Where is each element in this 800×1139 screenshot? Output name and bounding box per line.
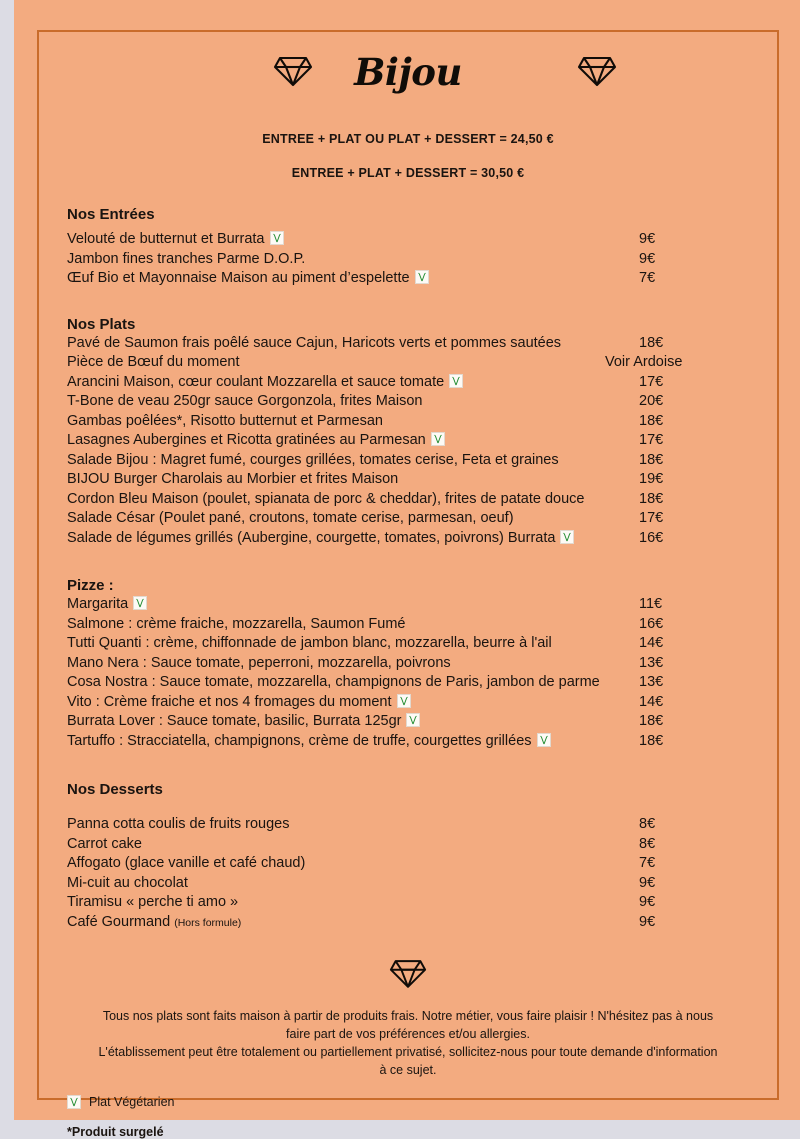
menu-item-price: 8€: [639, 816, 656, 832]
menu-item-name: Œuf Bio et Mayonnaise Maison au piment d’espelette: [67, 270, 429, 286]
brand-logo: Bijou: [354, 50, 462, 94]
menu-item-row: [67, 374, 749, 394]
vegetarian-icon: [133, 596, 147, 610]
diamond-icon: [67, 957, 749, 991]
menu-item-row: [67, 413, 749, 433]
menu-item-price: 17€: [639, 510, 664, 526]
menu-item-price: 20€: [639, 393, 664, 409]
menu-item-row: [67, 855, 749, 875]
menu-item-row: [67, 491, 749, 511]
footer-note-2: L'établissement peut être totalement ou partiellement privatisé, sollicitez-nous pour toute demande d'information à ce sujet.: [98, 1045, 718, 1077]
menu-item-name: Mano Nera : Sauce tomate, peperroni, mozzarella, poivrons: [67, 654, 451, 671]
menu-item-price: 9€: [639, 894, 656, 910]
section-items-entrees: [67, 231, 749, 290]
legend-vegetarian: [67, 1095, 749, 1109]
menu-item-row: [67, 655, 749, 675]
menu-border-frame: [37, 30, 779, 1139]
menu-item-name: BIJOU Burger Charolais au Morbier et frites Maison: [67, 471, 399, 487]
menu-item-price: 13€: [639, 674, 664, 690]
vegetarian-icon: [397, 694, 411, 708]
menu-item-name: Tartuffo : Stracciatella, champignons, crème de truffe, courgettes grillées: [67, 733, 551, 749]
menu-item-name: Pièce de Bœuf du moment: [67, 354, 240, 370]
menu-item-row: [67, 471, 749, 491]
menu-item-row: [67, 733, 749, 753]
menu-item-row: [67, 452, 749, 472]
section-title-plats: Nos Plats: [67, 315, 136, 333]
vegetarian-icon: [415, 270, 429, 284]
menu-item-row: [67, 616, 749, 636]
menu-item-row: [67, 354, 749, 374]
menu-item-row: [67, 674, 749, 694]
vegetarian-icon: [406, 713, 420, 727]
section-title-pizze: Pizze :: [67, 577, 114, 594]
menu-item-price: 18€: [639, 334, 664, 351]
menu-item-price: 17€: [639, 432, 664, 448]
menu-item-price: 7€: [639, 270, 656, 286]
menu-item-price: 9€: [639, 874, 656, 891]
menu-item-price: 18€: [639, 412, 664, 429]
menu-item-name: Affogato (glace vanille et café chaud): [67, 855, 306, 871]
menu-item-price: 18€: [639, 732, 664, 749]
menu-item-name: Jambon fines tranches Parme D.O.P.: [67, 250, 306, 267]
menu-item-row: [67, 335, 749, 355]
menu-item-price: 19€: [639, 471, 664, 487]
vegetarian-icon: [431, 432, 445, 446]
vegetarian-icon: [270, 231, 284, 245]
menu-item-price: 9€: [639, 913, 656, 930]
diamond-icon: [577, 54, 617, 88]
footer-note-1: Tous nos plats sont faits maison à partir de produits frais. Notre métier, vous faire plaisir ! N'hésitez pas à nous faire part de vos préférences et/ou allergies.: [102, 1009, 714, 1041]
menu-item-name: Lasagnes Aubergines et Ricotta gratinées au Parmesan: [67, 432, 445, 448]
section-items-desserts: [67, 816, 749, 933]
menu-item-name: Burrata Lover : Sauce tomate, basilic, Burrata 125gr: [67, 713, 420, 729]
menu-item-price: 11€: [639, 596, 663, 612]
menu-item-price: 13€: [639, 654, 664, 671]
section-items-plats: [67, 335, 749, 550]
menu-item-row: [67, 432, 749, 452]
menu-page: [14, 0, 800, 1139]
menu-item-row: [67, 510, 749, 530]
menu-item-row: [67, 713, 749, 733]
menu-item-price: 16€: [639, 615, 664, 632]
section-title-entrees: Nos Entrées: [67, 206, 155, 223]
menu-item-name: Tiramisu « perche ti amo »: [67, 894, 239, 910]
menu-item-name: Arancini Maison, cœur coulant Mozzarella et sauce tomate: [67, 374, 463, 390]
menu-item-name: Salmone : crème fraiche, mozzarella, Saumon Fumé: [67, 615, 406, 632]
menu-item-name: Pavé de Saumon frais poêlé sauce Cajun, Haricots verts et pommes sautées: [67, 334, 562, 351]
menu-item-row: [67, 251, 749, 271]
menu-item-name: Salade Bijou : Magret fumé, courges grillées, tomates cerise, Feta et graines: [67, 451, 559, 468]
menu-item-price: Voir Ardoise: [605, 354, 683, 370]
menu-item-price: 14€: [639, 693, 664, 710]
menu-item-row: [67, 231, 749, 251]
menu-item-price: 18€: [639, 451, 664, 468]
vegetarian-icon: [537, 733, 551, 747]
menu-item-price: 14€: [639, 635, 664, 651]
menu-item-name: Margarita: [67, 596, 147, 612]
menu-item-row: [67, 694, 749, 714]
menu-item-name: Salade de légumes grillés (Aubergine, courgette, tomates, poivrons) Burrata: [67, 530, 574, 546]
menu-item-name: Panna cotta coulis de fruits rouges: [67, 816, 290, 832]
menu-item-name: Salade César (Poulet pané, croutons, tomate cerise, parmesan, oeuf): [67, 510, 514, 526]
menu-item-row: [67, 894, 749, 914]
menu-item-row: [67, 875, 749, 895]
formula-line-2: ENTREE + PLAT + DESSERT = 30,50 €: [291, 166, 525, 180]
menu-item-price: 17€: [639, 373, 664, 390]
menu-item-name: Velouté de butternut et Burrata: [67, 231, 284, 247]
menu-item-row: [67, 635, 749, 655]
menu-item-name: Carrot cake: [67, 835, 142, 852]
vegetarian-icon: [449, 374, 463, 388]
menu-item-name: Tutti Quanti : crème, chiffonnade de jambon blanc, mozzarella, beurre à l'ail: [67, 635, 552, 651]
footer-frozen-note: *Produit surgelé: [67, 1125, 164, 1139]
menu-item-row: [67, 914, 749, 934]
menu-item-name: Cosa Nostra : Sauce tomate, mozzarella, champignons de Paris, jambon de parme: [67, 674, 600, 690]
menu-item-price: 7€: [639, 855, 656, 871]
vegetarian-icon: [67, 1095, 81, 1109]
menu-item-row: [67, 816, 749, 836]
menu-item-row: [67, 596, 749, 616]
menu-item-row: [67, 836, 749, 856]
menu-item-name: T-Bone de veau 250gr sauce Gorgonzola, frites Maison: [67, 393, 423, 409]
menu-item-row: [67, 270, 749, 290]
menu-item-price: 18€: [639, 713, 664, 729]
menu-item-name: Mi-cuit au chocolat: [67, 874, 188, 891]
menu-item-price: 16€: [639, 529, 664, 546]
menu-item-name: Cordon Bleu Maison (poulet, spianata de porc & cheddar), frites de patate douce: [67, 490, 585, 507]
menu-item-name: Gambas poêlées*, Risotto butternut et Parmesan: [67, 412, 383, 429]
menu-item-row: [67, 530, 749, 550]
legend-vegetarian-label: Plat Végétarien: [89, 1095, 175, 1109]
menu-item-price: 18€: [639, 490, 664, 507]
menu-header: [67, 32, 749, 110]
formula-line-1: ENTREE + PLAT OU PLAT + DESSERT = 24,50 €: [262, 132, 554, 146]
menu-item-price: 8€: [639, 835, 656, 852]
menu-item-price: 9€: [639, 250, 656, 267]
menu-item-name: Vito : Crème fraiche et nos 4 fromages du moment: [67, 694, 411, 710]
menu-item-row: [67, 393, 749, 413]
menu-item-price: 9€: [639, 231, 656, 247]
section-title-desserts: Nos Desserts: [67, 781, 163, 798]
vegetarian-icon: [560, 530, 574, 544]
menu-item-name: Café Gourmand (Hors formule): [67, 913, 242, 930]
menu-item-note: (Hors formule): [174, 916, 242, 929]
section-items-pizze: [67, 596, 749, 752]
